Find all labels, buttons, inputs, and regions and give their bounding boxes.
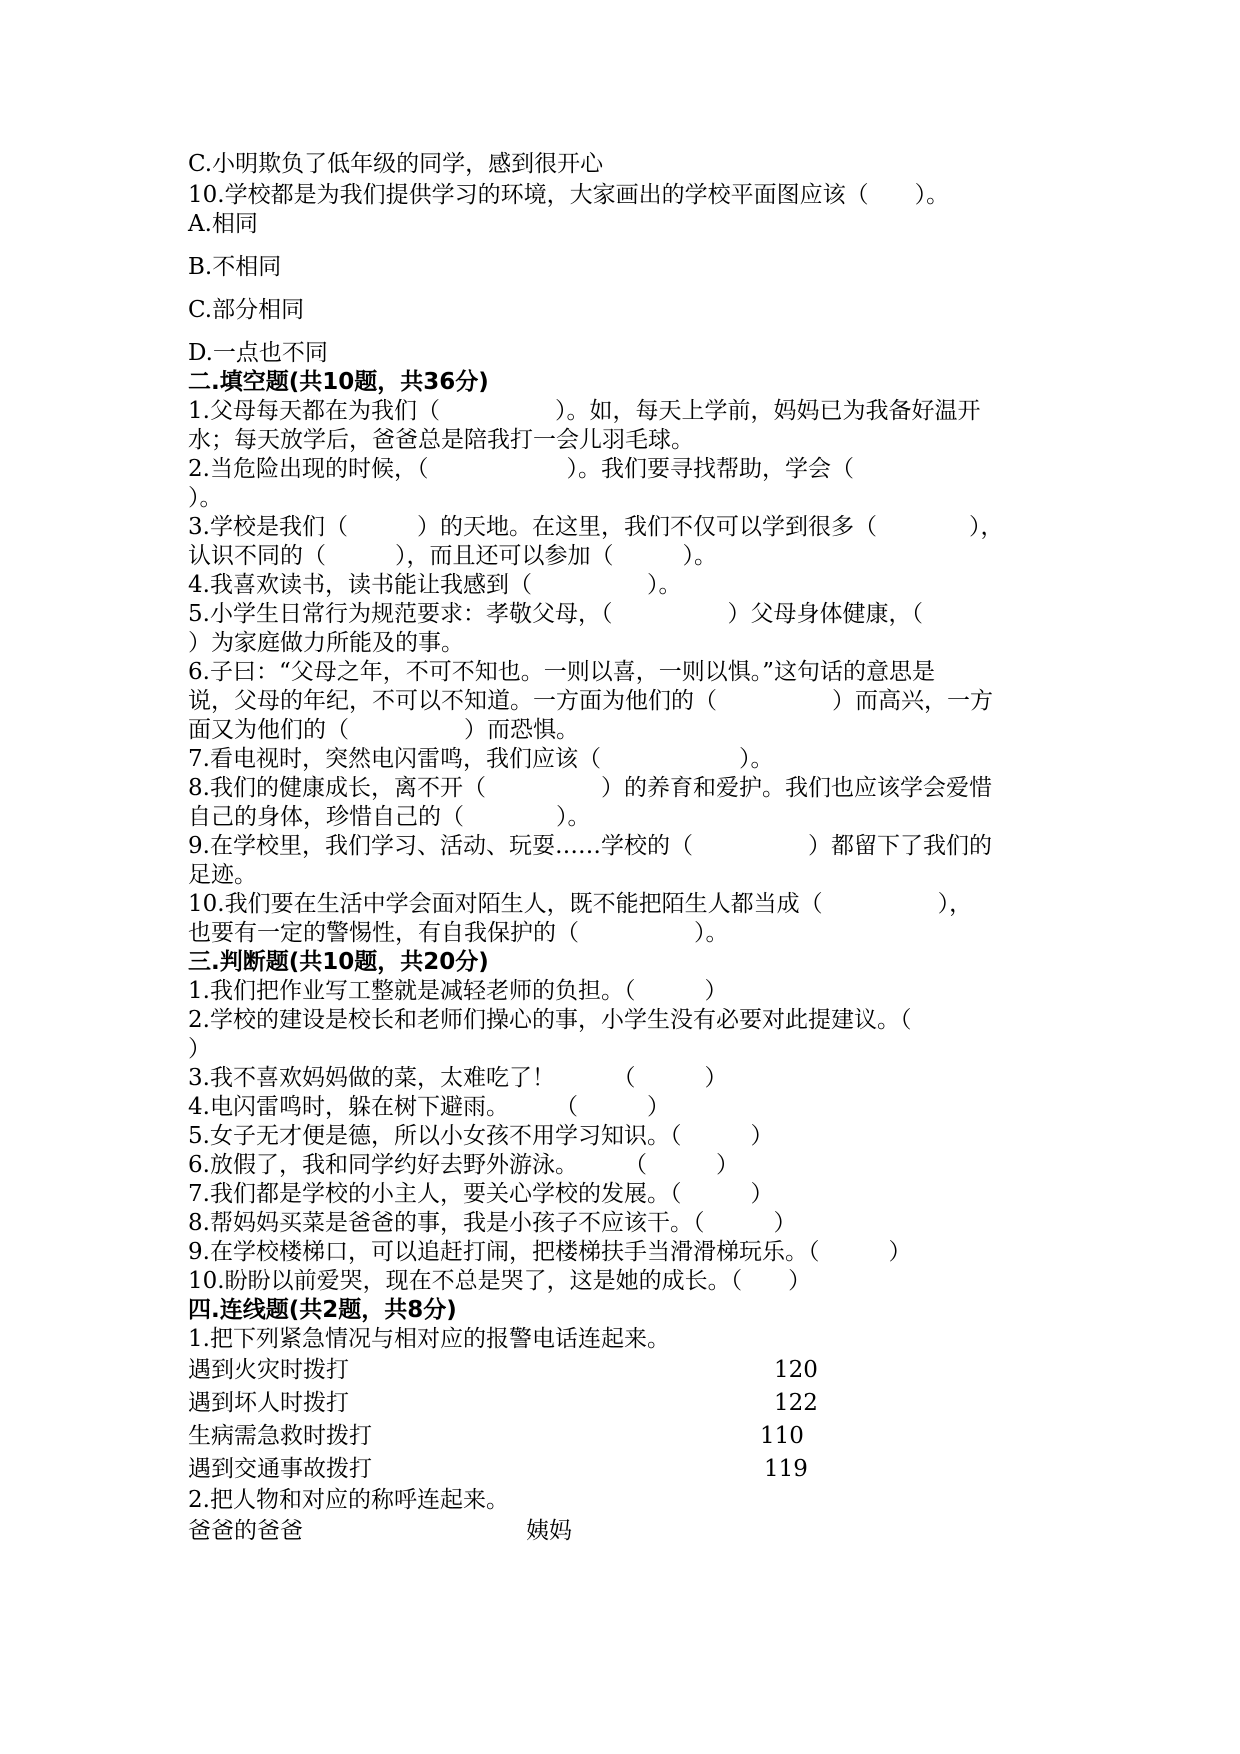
fill-line: 足迹。	[188, 862, 257, 888]
fill-line: 10.我们要在生活中学会面对陌生人，既不能把陌生人都当成（ ），	[188, 891, 973, 917]
fill-line: ）。	[188, 485, 223, 511]
fill-line: 1.父母每天都在为我们（ ）。如，每天上学前，妈妈已为我备好温开	[188, 398, 981, 424]
judge-line: 1.我们把作业写工整就是减轻老师的负担。（ ）	[188, 978, 728, 1004]
judge-line: 4.电闪雷鸣时，躲在树下避雨。 （ ）	[188, 1094, 670, 1120]
section-3-heading: 三.判断题(共10题，共20分)	[188, 949, 489, 975]
fill-line: 4.我喜欢读书，读书能让我感到（ ）。	[188, 572, 682, 598]
matching-left: 遇到坏人时拨打	[188, 1390, 349, 1416]
matching-row	[188, 1354, 1068, 1387]
section-4-heading: 四.连线题(共2题，共8分)	[188, 1297, 457, 1323]
fill-line: 水；每天放学后，爸爸总是陪我打一会儿羽毛球。	[188, 427, 694, 453]
fill-line: 说，父母的年纪，不可以不知道。一方面为他们的（ ）而高兴，一方	[188, 688, 993, 714]
q10-option-c: C.部分相同	[188, 297, 305, 323]
fill-line: 5.小学生日常行为规范要求：孝敬父母，（ ）父母身体健康，（	[188, 601, 923, 627]
exam-page	[188, 150, 1068, 1548]
matching-q2	[188, 1515, 1068, 1548]
matching-row	[188, 1515, 1068, 1548]
fill-line: 7.看电视时，突然电闪雷鸣，我们应该（ ）。	[188, 746, 774, 772]
fill-line: 认识不同的（ ），而且还可以参加（ ）。	[188, 543, 717, 569]
fill-line: 自己的身体，珍惜自己的（ ）。	[188, 804, 591, 830]
judge-line: 3.我不喜欢妈妈做的菜，太难吃了！ （ ）	[188, 1065, 728, 1091]
fill-line: 9.在学校里，我们学习、活动、玩耍……学校的（ ）都留下了我们的	[188, 833, 992, 859]
judge-line: 9.在学校楼梯口，可以追赶打闹，把楼梯扶手当滑滑梯玩乐。（ ）	[188, 1239, 912, 1265]
matching-row	[188, 1420, 1068, 1453]
section-2-heading: 二.填空题(共10题，共36分)	[188, 369, 489, 395]
fill-line: 2.当危险出现的时候，（ ）。我们要寻找帮助，学会（	[188, 456, 854, 482]
judge-line: 2.学校的建设是校长和老师们操心的事，小学生没有必要对此提建议。（	[188, 1007, 912, 1033]
matching-row	[188, 1453, 1068, 1486]
fill-line: 8.我们的健康成长，离不开（ ）的养育和爱护。我们也应该学会爱惜	[188, 775, 992, 801]
matching-right: 119	[764, 1456, 808, 1482]
matching-q2-stem: 2.把人物和对应的称呼连起来。	[188, 1487, 509, 1513]
matching-left: 遇到火灾时拨打	[188, 1357, 349, 1383]
matching-row	[188, 1387, 1068, 1420]
matching-right: 110	[760, 1423, 804, 1449]
q10-option-d: D.一点也不同	[188, 340, 328, 366]
matching-q1-stem: 1.把下列紧急情况与相对应的报警电话连起来。	[188, 1326, 670, 1352]
fill-line: 6.子曰：“父母之年，不可不知也。一则以喜，一则以惧。”这句话的意思是	[188, 659, 935, 685]
judge-line: ）	[188, 1036, 211, 1062]
fill-in-questions	[188, 397, 1068, 948]
judge-line: 7.我们都是学校的小主人，要关心学校的发展。（ ）	[188, 1181, 774, 1207]
judge-line: 10.盼盼以前爱哭，现在不总是哭了，这是她的成长。（ ）	[188, 1268, 812, 1294]
matching-left: 生病需急救时拨打	[188, 1423, 372, 1449]
judge-line: 6.放假了，我和同学约好去野外游泳。 （ ）	[188, 1152, 739, 1178]
true-false-questions	[188, 977, 1068, 1296]
fill-line: 面又为他们的（ ）而恐惧。	[188, 717, 579, 743]
matching-right: 122	[774, 1390, 818, 1416]
matching-right: 120	[774, 1357, 818, 1383]
matching-left: 遇到交通事故拨打	[188, 1456, 372, 1482]
fill-line: 3.学校是我们（ ）的天地。在这里，我们不仅可以学到很多（ ），	[188, 514, 1004, 540]
q10-stem: 10.学校都是为我们提供学习的环境，大家画出的学校平面图应该（ ）。	[188, 182, 950, 208]
matching-left: 爸爸的爸爸	[188, 1518, 303, 1544]
judge-line: 8.帮妈妈买菜是爸爸的事，我是小孩子不应该干。（ ）	[188, 1210, 797, 1236]
fill-line: 也要有一定的警惕性，有自我保护的（ ）。	[188, 920, 729, 946]
q10-option-a: A.相同	[188, 211, 258, 237]
q9-option-c: C.小明欺负了低年级的同学，感到很开心	[188, 151, 604, 177]
judge-line: 5.女子无才便是德，所以小女孩不用学习知识。（ ）	[188, 1123, 774, 1149]
q10-option-b: B.不相同	[188, 254, 282, 280]
fill-line: ）为家庭做力所能及的事。	[188, 630, 464, 656]
matching-right: 姨妈	[526, 1518, 572, 1544]
matching-q1	[188, 1354, 1068, 1486]
